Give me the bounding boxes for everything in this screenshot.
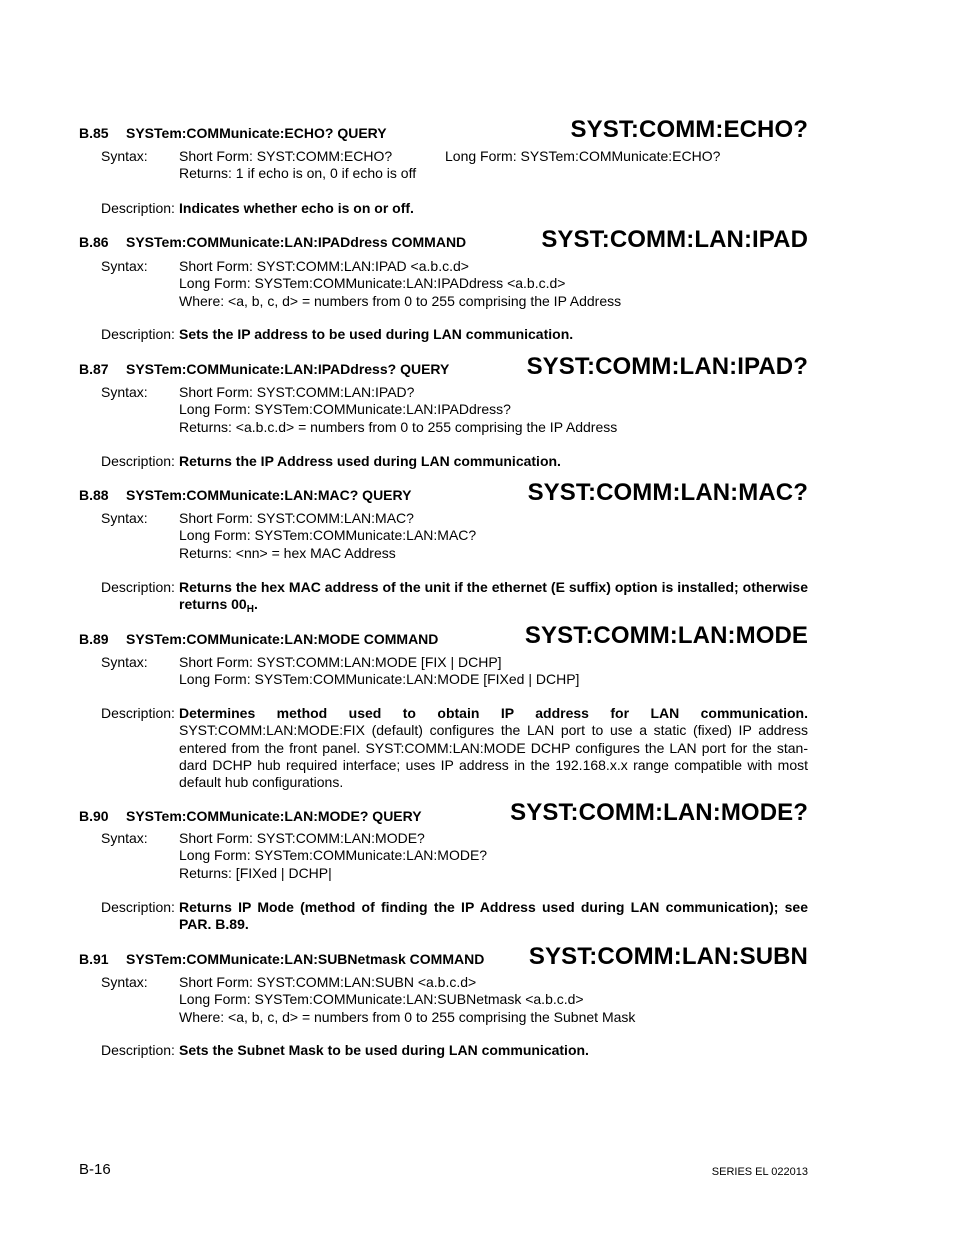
section-number: B.88 [79,487,109,503]
description-label: Description: [101,326,175,342]
command-title: SYST:COMM:LAN:MODE [524,622,808,649]
section-heading [79,125,387,141]
command-title: SYST:COMM:ECHO? [570,116,808,143]
syntax-line: Long Form: SYSTem:COMMunicate:LAN:MODE? [179,847,488,864]
description-text [179,1042,808,1059]
section-title: SYSTem:COMMunicate:LAN:MODE COMMAND [126,631,439,647]
series-label: SERIES EL 022013 [711,1166,808,1178]
description-bold: Returns IP Mode (method of finding the IP Address used during LAN communication); see PAR. B.89. [179,899,808,933]
section-title: SYSTem:COMMunicate:ECHO? QUERY [126,125,387,141]
command-title: SYST:COMM:LAN:SUBN [528,943,808,970]
section-number: B.89 [79,631,109,647]
syntax-line: Where: <a, b, c, d> = numbers from 0 to 255 comprising the Subnet Mask [179,1008,636,1025]
section-heading [79,951,484,967]
command-title: SYST:COMM:LAN:IPAD? [526,353,808,380]
syntax-line: Returns: <nn> = hex MAC Address [179,544,396,561]
syntax-line: Long Form: SYSTem:COMMunicate:LAN:MAC? [179,527,477,544]
description-bold: Sets the Subnet Mask to be used during LAN communication. [179,1042,589,1058]
description-text [179,705,808,791]
section-number: B.90 [79,808,109,824]
command-title: SYST:COMM:LAN:MODE? [510,799,808,826]
syntax-lines [179,510,808,562]
description-bold: Returns the hex MAC address of the unit if the ethernet (E suffix) option is installed; otherwise returns 00 [179,579,808,613]
hex-subscript: H [246,604,254,616]
syntax-lines [179,974,808,1026]
description-label: Description: [101,579,175,595]
syntax-lines [179,258,808,310]
description-bold: Sets the IP address to be used during LAN communication. [179,326,574,342]
description-label: Description: [101,705,175,721]
syntax-line: Long Form: SYSTem:COMMunicate:LAN:SUBNetmask <a.b.c.d> [179,991,584,1008]
description-text [179,200,808,217]
description-bold: Returns the IP Address used during LAN communication. [179,453,561,469]
section-number: B.91 [79,951,109,967]
syntax-lines [179,830,808,882]
long-form-inline: Long Form: SYSTem:COMMunicate:ECHO? [445,148,721,164]
syntax-label: Syntax: [101,510,148,526]
section-number: B.87 [79,361,109,377]
syntax-line: Short Form: SYST:COMM:LAN:IPAD? [179,384,415,400]
section-heading [79,487,411,503]
section-title: SYSTem:COMMunicate:LAN:SUBNetmask COMMAND [126,951,485,967]
syntax-line: Short Form: SYST:COMM:LAN:SUBN <a.b.c.d> [179,974,477,990]
syntax-label: Syntax: [101,258,148,274]
description-text [179,579,808,619]
page-number: B-16 [79,1161,111,1178]
syntax-line: Returns: [FIXed | DCHP| [179,864,332,881]
section-title: SYSTem:COMMunicate:LAN:IPADdress? QUERY [126,361,450,377]
syntax-line: Short Form: SYST:COMM:LAN:MODE? [179,830,425,846]
section-heading [79,808,422,824]
description-label: Description: [101,899,175,915]
description-bold: Indicates whether echo is on or off. [179,200,414,216]
description-period: . [253,596,258,613]
section-title: SYSTem:COMMunicate:LAN:MAC? QUERY [126,487,412,503]
section-title: SYSTem:COMMunicate:LAN:MODE? QUERY [126,808,422,824]
command-title: SYST:COMM:LAN:MAC? [527,479,808,506]
syntax-line: Returns: <a.b.c.d> = numbers from 0 to 255 comprising the IP Address [179,418,618,435]
description-label: Description: [101,1042,175,1058]
syntax-lines [179,384,808,436]
syntax-label: Syntax: [101,830,148,846]
syntax-label: Syntax: [101,148,148,164]
syntax-label: Syntax: [101,974,148,990]
description-text [179,326,808,343]
syntax-line: Short Form: SYST:COMM:LAN:MODE [FIX | DCHP] [179,654,502,670]
command-title: SYST:COMM:LAN:IPAD [541,226,808,253]
syntax-line: Returns: 1 if echo is on, 0 if echo is off [179,165,417,182]
syntax-line: Long Form: SYSTem:COMMunicate:LAN:MODE [FIXed | DCHP] [179,671,580,688]
syntax-line: Where: <a, b, c, d> = numbers from 0 to 255 comprising the IP Address [179,292,622,309]
description-text [179,453,808,470]
syntax-line: Short Form: SYST:COMM:ECHO? [179,148,393,164]
description-label: Description: [101,200,175,216]
syntax-line: Short Form: SYST:COMM:LAN:MAC? [179,510,414,526]
syntax-line: Short Form: SYST:COMM:LAN:IPAD <a.b.c.d> [179,258,469,274]
description-label: Description: [101,453,175,469]
section-number: B.86 [79,234,109,250]
syntax-lines [179,654,808,689]
section-title: SYSTem:COMMunicate:LAN:IPADdress COMMAND [126,234,467,250]
description-rest: SYST:COMM:LAN:MODE:FIX (default) configures the LAN port to use a static (fixed) IP address entered from the front panel. SYST:COMM:LAN:MODE DCHP configures the LAN port for the stan-dard DCHP hub required interface; uses IP address in the 192.168.x.x range compatible with most default hub configurations. [179,722,808,791]
syntax-line: Long Form: SYSTem:COMMunicate:LAN:IPADdress? [179,401,511,418]
syntax-label: Syntax: [101,384,148,400]
section-number: B.85 [79,125,109,141]
description-bold: Determines method used to obtain IP address for LAN communication. [179,705,808,721]
syntax-line: Long Form: SYSTem:COMMunicate:LAN:IPADdress <a.b.c.d> [179,275,566,292]
section-heading [79,234,466,250]
section-heading [79,631,438,647]
description-text [179,899,808,934]
section-heading [79,361,449,377]
syntax-label: Syntax: [101,654,148,670]
